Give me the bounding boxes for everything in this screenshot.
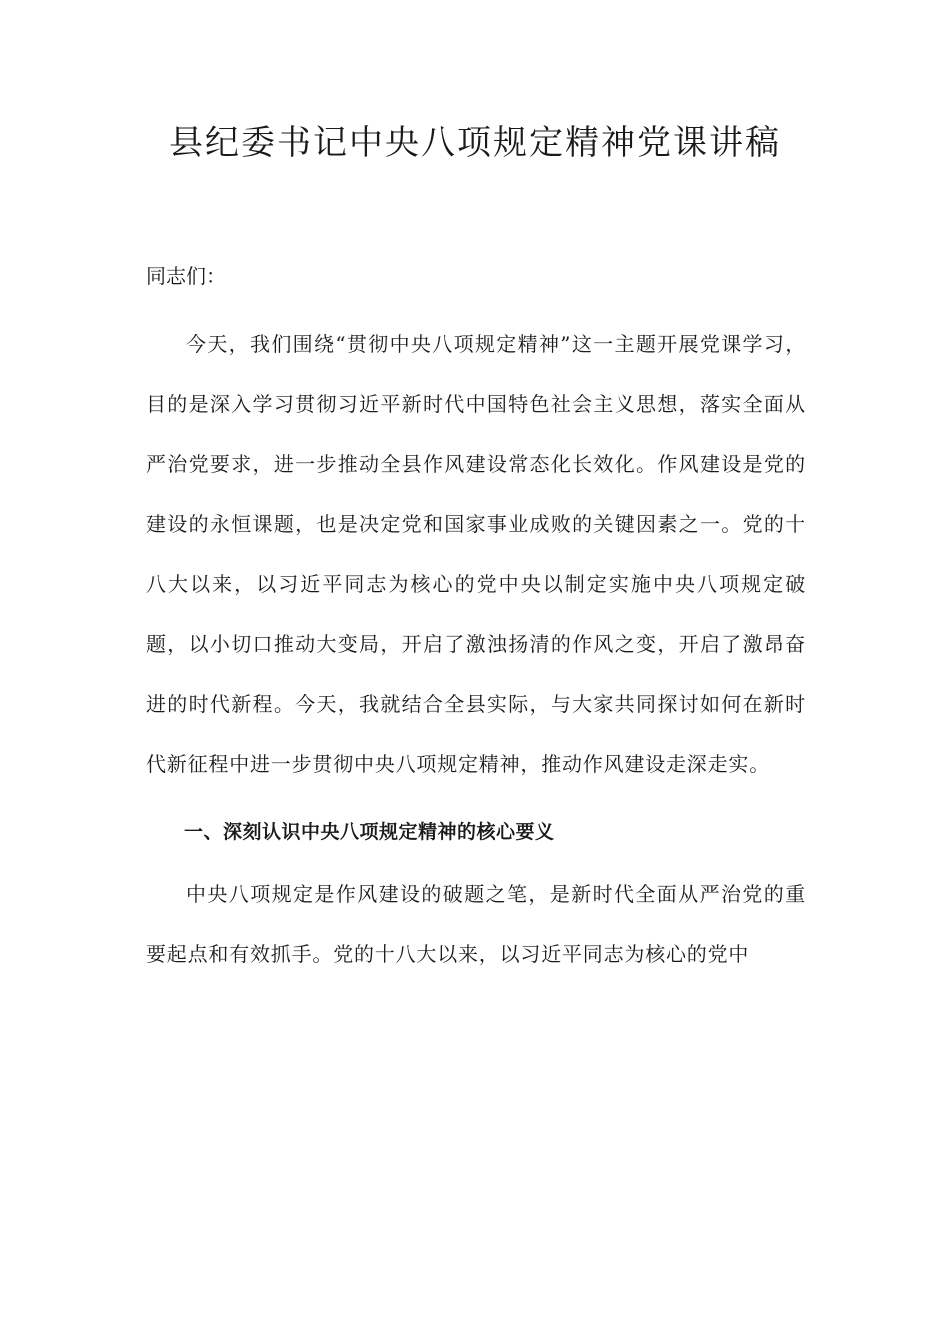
salutation: 同志们： (146, 264, 226, 288)
section-heading: 一、深刻认识中央八项规定精神的核心要义 (184, 821, 555, 843)
document-title: 县纪委书记中央八项规定精神党课讲稿 (169, 123, 781, 163)
document-body (146, 252, 806, 984)
intro-paragraph: 今天，我们围绕“贯彻中央八项规定精神”这一主题开展党课学习，目的是深入学习贯彻习近平新时代中国特色社会主义思想，落实全面从严治党要求，进一步推动全县作风建设常态化长效化。作风建设是党的建设的永恒课题，也是决定党和国家事业成败的关键因素之一。党的十八大以来，以习近平同志为核心的党中央以制定实施中央八项规定破题，以小切口推动大变局，开启了激浊扬清的作风之变，开启了激昂奋进的时代新程。今天，我就结合全县实际，与大家共同探讨如何在新时代新征程中进一步贯彻中央八项规定精神，推动作风建设走深走实。 (146, 332, 806, 776)
section-paragraph: 中央八项规定是作风建设的破题之笔，是新时代全面从严治党的重要起点和有效抓手。党的十八大以来，以习近平同志为核心的党中 (146, 882, 806, 966)
